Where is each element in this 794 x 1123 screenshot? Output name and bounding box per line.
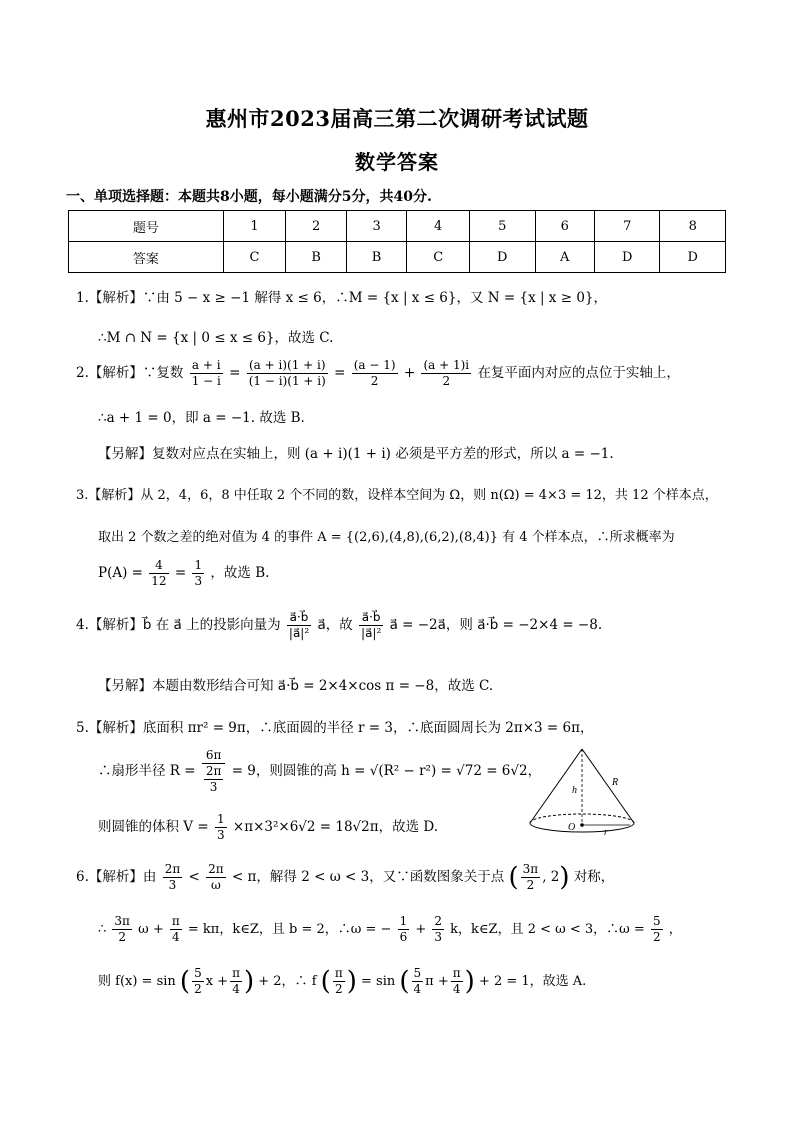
q6-line2: ∴ $\frac{3\pi}{2}$ ω + $\frac{\pi}{4}$ = kπ，k∈Z，且 b = 2，∴ω = − $\frac{1}{6}$ + $\frac{2}{3}$ k，k∈Z，且 2 < ω < 3，∴ω = $\frac{5}{2}$ ， [98,914,682,944]
q2-line2: ∴a + 1 = 0，即 a = −1. 故选 B. [98,410,305,426]
q3-line2: 取出 2 个数之差的绝对值为 4 的事件 A = {(2,6),(4,8),(6,2),(8,4)} 有 4 个样本点，∴所求概率为 [98,530,675,545]
q5-l2-suffix: = 9，则圆锥的高 h = √(R² − r²) = √72 = 6√2， [231,763,542,779]
q2-fraction: $\frac{a + i}{1 - i}$ [191,358,221,388]
q5-l2-prefix: ∴扇形半径 R = [98,763,196,779]
q2-fraction: $\frac{(a - 1)}{2}$ [353,358,396,388]
q2-suffix: 在复平面内对应的点位于实轴上， [477,365,680,381]
q5-complex-fraction: $\frac{6\pi}{\frac{2\pi}{3}}$ [202,748,226,795]
q5-l3-suffix: ×π×3²×6√2 = 18√2π，故选 D. [232,819,439,835]
label-r: r [604,827,608,838]
q3-fraction: $\frac{4}{12}$ [151,558,167,588]
q1-line2: ∴M ∩ N = {x | 0 ≤ x ≤ 6}，故选 C. [98,330,334,346]
q3-suffix: ，故选 B. [210,565,270,581]
q3-fraction: $\frac{1}{3}$ [194,558,203,588]
question-number: 6 [535,211,594,242]
answer-cell: D [660,242,726,273]
cone-right-edge [582,749,634,823]
label-h: h [572,785,577,796]
question-number: 8 [660,211,726,242]
section-heading: 一、单项选择题：本题共8小题，每小题满分5分，共40分. [66,189,432,205]
q5-fraction: $\frac{1}{3}$ [216,812,225,842]
answer-cell: D [470,242,535,273]
q2-line1: 2.【解析】∵复数 $\frac{a + i}{1 - i}$ = $\frac{(a + i)(1 + i)}{(1 - i)(1 + i)}$ = $\frac{(a - 1)}{2}$ + $\frac{(a + 1)i}{2}$ 在复平面内对应的点位于实轴上， [76,358,680,388]
row-label-number: 题号 [69,211,224,242]
cone-center-dot [580,823,584,827]
answer-table [68,210,726,273]
label-O: O [568,822,576,833]
q4-prefix: 4.【解析】b⃗ 在 a⃗ 上的投影向量为 [76,617,281,633]
q5-line3 [98,812,438,843]
q2-fraction: $\frac{(a + 1)i}{2}$ [423,358,470,388]
question-number: 3 [346,211,406,242]
q5-line2 [98,748,541,795]
answer-cell: C [223,242,286,273]
table-row-numbers [69,211,726,242]
answer-cell: C [407,242,470,273]
q6-line1: 6.【解析】由 $\frac{2\pi}{3}$ < $\frac{2\pi}{\omega}$ < π，解得 2 < ω < 3，又∵函数图象关于点 ( $\frac{3\pi}{2}$ , 2) 对称， [76,862,615,893]
q4-line1 [76,610,602,641]
table-row-answers [69,242,726,273]
q3-line1: 3.【解析】从 2，4，6，8 中任取 2 个不同的数，设样本空间为 Ω，则 n(Ω) = 4×3 = 12，共 12 个样本点， [76,488,718,503]
q2-prefix: 2.【解析】∵复数 [76,365,184,381]
page-title: 惠州市2023届高三第二次调研考试试题 [205,106,589,131]
question-number: 4 [407,211,470,242]
q4-mid1: a⃗，故 [317,617,353,633]
answer-cell: A [535,242,594,273]
cone-figure [522,745,642,840]
q5-line1: 5.【解析】底面积 πr² = 9π，∴底面圆的半径 r = 3，∴底面圆周长为 2π×3 = 6π， [76,720,594,736]
answer-cell: B [346,242,406,273]
q2-alt: 【另解】复数对应点在实轴上，则 (a + i)(1 + i) 必须是平方差的形式，所以 a = −1. [98,446,614,462]
q6-line3: 则 f(x) = sin ( $\frac{5}{2}$ x + $\frac{\pi}{4}$ ) + 2，∴ f ( $\frac{\pi}{2}$ ) = sin ( $\frac{5}{4}$ π + $\frac{\pi}{4}$ ) + 2 = 1，故选 A. [98,966,587,997]
q4-fraction: $\frac{a⃗\cdot b⃗}{\text{|a⃗|²}}$ [361,610,382,640]
question-number: 1 [223,211,286,242]
q1-line1: 1.【解析】∵由 5 − x ≥ −1 解得 x ≤ 6，∴M = {x | x ≤ 6}，又 N = {x | x ≥ 0}， [76,290,607,306]
answer-cell: B [286,242,346,273]
question-number: 5 [470,211,535,242]
row-label-answer: 答案 [69,242,224,273]
q4-mid2: a⃗ = −2a⃗，则 a⃗·b⃗ = −2×4 = −8. [389,617,603,633]
q4-fraction: $\frac{a⃗\cdot b⃗}{\text{|a⃗|²}}$ [288,610,310,640]
answer-cell: D [594,242,659,273]
q2-fraction: $\frac{(a + i)(1 + i)}{(1 - i)(1 + i)}$ [248,358,326,388]
q3-lhs: P(A) = [98,565,143,581]
label-R: R [612,777,619,788]
page-subtitle: 数学答案 [355,150,439,174]
question-number: 2 [286,211,346,242]
q3-line3: P(A) = $\frac{4}{12}$ = $\frac{1}{3}$ ，故选 B. [98,558,270,588]
q5-l3-prefix: 则圆锥的体积 V = [98,819,209,835]
q4-alt: 【另解】本题由数形结合可知 a⃗·b⃗ = 2×4×cos π = −8，故选 C. [98,678,494,694]
question-number: 7 [594,211,659,242]
